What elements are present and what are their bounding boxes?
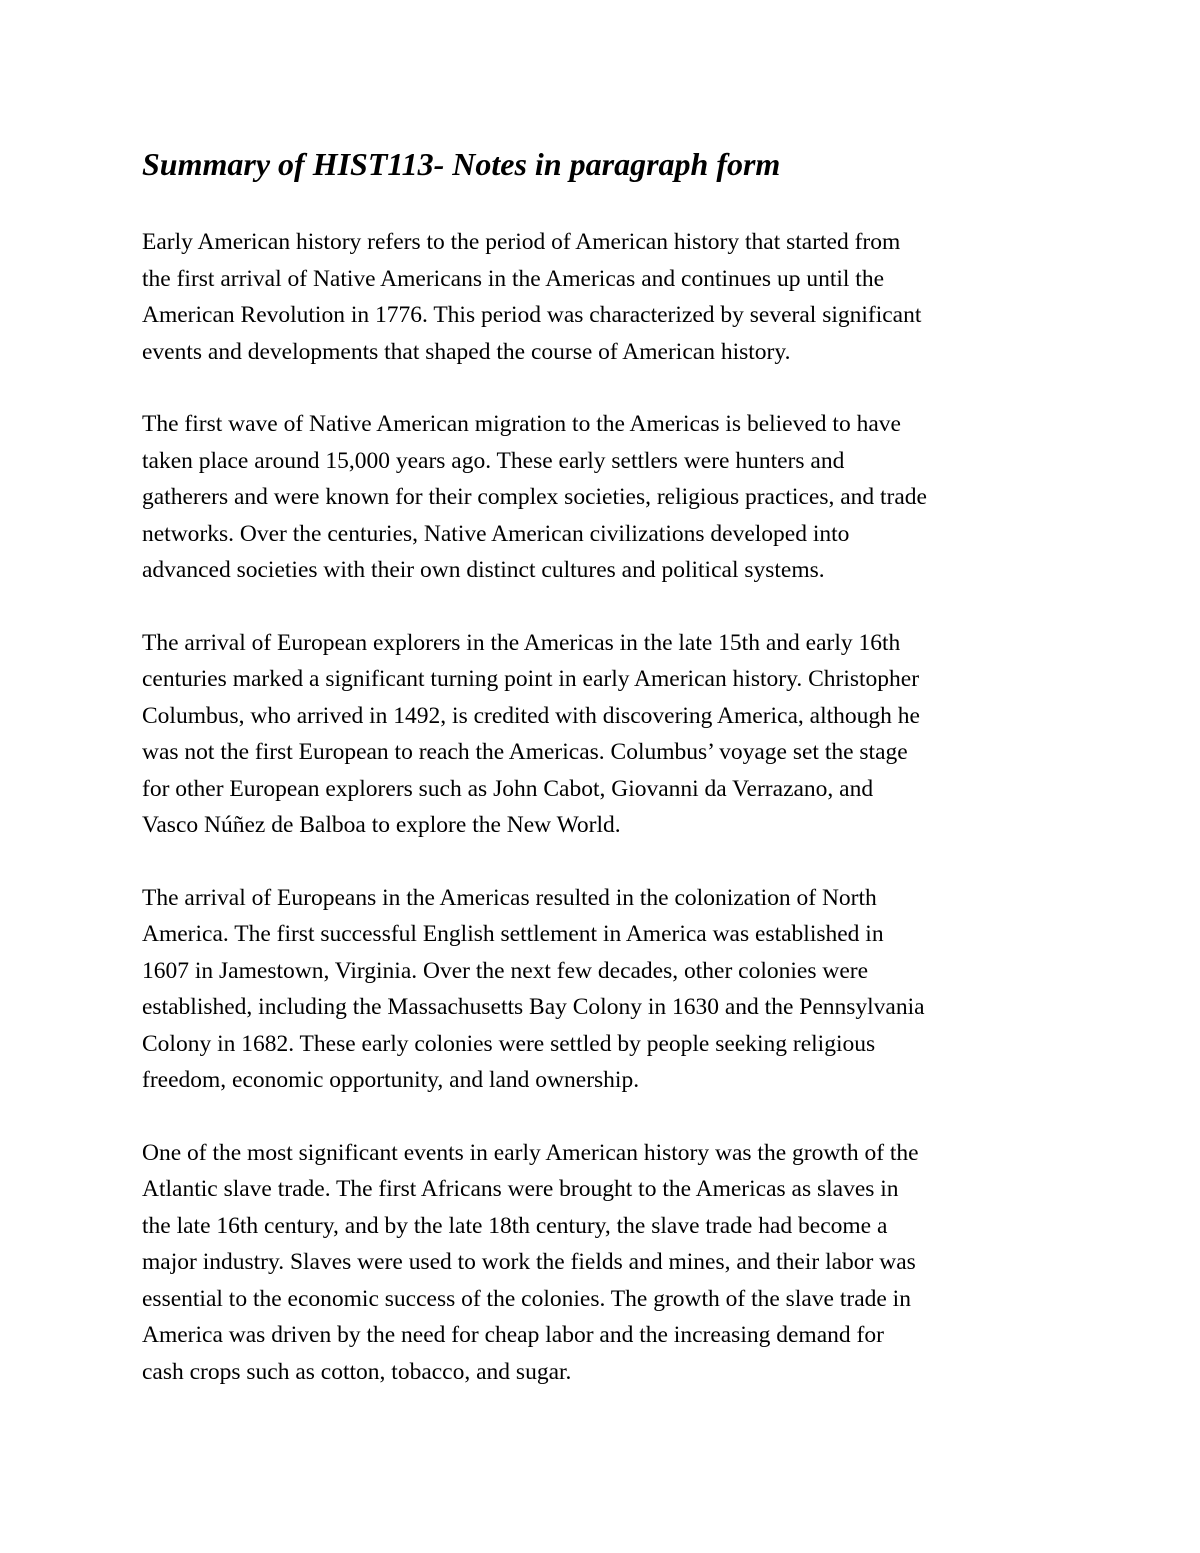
text-line: Atlantic slave trade. The first Africans were brought to the Americas as slaves in [142, 1176, 899, 1202]
text-line: America was driven by the need for cheap labor and the increasing demand for [142, 1322, 884, 1348]
text-line: established, including the Massachusetts Bay Colony in 1630 and the Pennsylvania [142, 994, 925, 1020]
text-line: American Revolution in 1776. This period was characterized by several significant [142, 302, 922, 328]
text-line: major industry. Slaves were used to work the fields and mines, and their labor was [142, 1249, 916, 1275]
text-line: for other European explorers such as John Cabot, Giovanni da Verrazano, and [142, 775, 874, 802]
text-line: advanced societies with their own distinct cultures and political systems. [142, 557, 825, 583]
text-line: freedom, economic opportunity, and land ownership. [142, 1067, 640, 1093]
text-line: The arrival of Europeans in the Americas resulted in the colonization of North [142, 884, 877, 911]
text-line: The first wave of Native American migration to the Americas is believed to have [142, 411, 901, 437]
text-line: cash crops such as cotton, tobacco, and sugar. [142, 1358, 572, 1385]
text-line: centuries marked a significant turning point in early American history. Christopher [142, 666, 920, 692]
document-body [142, 224, 1072, 1426]
paragraph [142, 224, 1072, 370]
paragraph [142, 1135, 1072, 1391]
text-line: networks. Over the centuries, Native American civilizations developed into [142, 520, 850, 547]
paragraph [142, 625, 1072, 844]
document-title: Summary of HIST113- Notes in paragraph form [142, 146, 781, 182]
text-line: Colony in 1682. These early colonies were settled by people seeking religious [142, 1030, 876, 1057]
text-line: America. The first successful English settlement in America was established in [142, 921, 884, 947]
paragraph [142, 880, 1072, 1099]
text-line: Early American history refers to the period of American history that started from [142, 229, 901, 255]
text-line: the late 16th century, and by the late 18th century, the slave trade had become a [142, 1212, 888, 1239]
text-line: The arrival of European explorers in the Americas in the late 15th and early 16th [142, 629, 901, 656]
text-line: One of the most significant events in early American history was the growth of the [142, 1139, 919, 1166]
text-line: Vasco Núñez de Balboa to explore the New World. [142, 812, 621, 838]
text-line: taken place around 15,000 years ago. These early settlers were hunters and [142, 447, 845, 474]
text-line: essential to the economic success of the colonies. The growth of the slave trade in [142, 1285, 911, 1312]
text-line: events and developments that shaped the course of American history. [142, 338, 791, 365]
text-line: gatherers and were known for their complex societies, religious practices, and trade [142, 484, 927, 510]
text-line: 1607 in Jamestown, Virginia. Over the next few decades, other colonies were [142, 957, 869, 984]
text-line: the first arrival of Native Americans in the Americas and continues up until the [142, 265, 884, 292]
text-line: Columbus, who arrived in 1492, is credited with discovering America, although he [142, 702, 920, 729]
text-line: was not the first European to reach the Americas. Columbus’ voyage set the stage [142, 739, 908, 765]
paragraph [142, 406, 1072, 589]
